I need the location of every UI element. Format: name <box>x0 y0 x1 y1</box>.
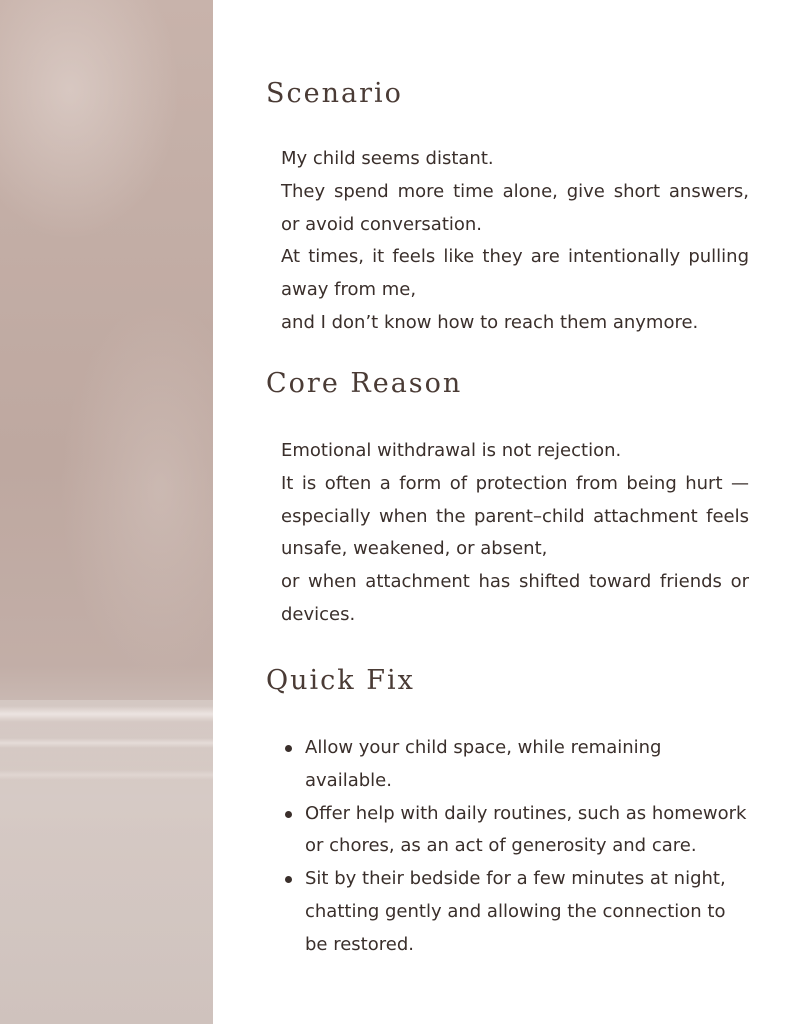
bullet-icon <box>285 876 292 883</box>
scenario-line: At times, it feels like they are intentionally pulling away from me, <box>281 246 749 301</box>
fabric-floor <box>0 700 213 1024</box>
quick-fix-heading: Quick Fix <box>266 665 415 696</box>
fabric-fold <box>0 770 213 780</box>
quick-fix-list <box>281 732 751 962</box>
list-item <box>281 798 751 864</box>
bullet-icon <box>285 811 292 818</box>
scenario-heading: Scenario <box>266 78 403 109</box>
quick-fix-item-text: Offer help with daily routines, such as homework or chores, as an act of generosity and care. <box>305 802 747 857</box>
main-content <box>213 0 791 1024</box>
list-item <box>281 732 751 798</box>
light-shadow <box>60 300 213 680</box>
scenario-line: and I don’t know how to reach them anymore. <box>281 311 699 333</box>
core-reason-line: It is often a form of protection from being hurt — especially when the parent–child attachment feels unsafe, weakened, or absent, <box>281 472 749 560</box>
light-shadow <box>0 0 180 240</box>
scenario-line: They spend more time alone, give short answers, or avoid conversation. <box>281 180 749 235</box>
core-reason-heading: Core Reason <box>266 368 463 399</box>
decorative-photo-panel <box>0 0 213 1024</box>
quick-fix-item-text: Allow your child space, while remaining available. <box>305 737 662 791</box>
core-reason-line: Emotional withdrawal is not rejection. <box>281 440 622 461</box>
quick-fix-item-text: Sit by their bedside for a few minutes at night, chatting gently and allowing the connection to be restored. <box>305 868 726 955</box>
fabric-fold <box>0 738 213 748</box>
core-reason-text <box>281 435 749 632</box>
bullet-icon <box>285 745 292 752</box>
core-reason-line: or when attachment has shifted toward friends or devices. <box>281 571 749 625</box>
scenario-text <box>281 143 749 340</box>
scenario-line: My child seems distant. <box>281 148 494 169</box>
fabric-fold <box>0 706 213 722</box>
list-item <box>281 863 751 961</box>
